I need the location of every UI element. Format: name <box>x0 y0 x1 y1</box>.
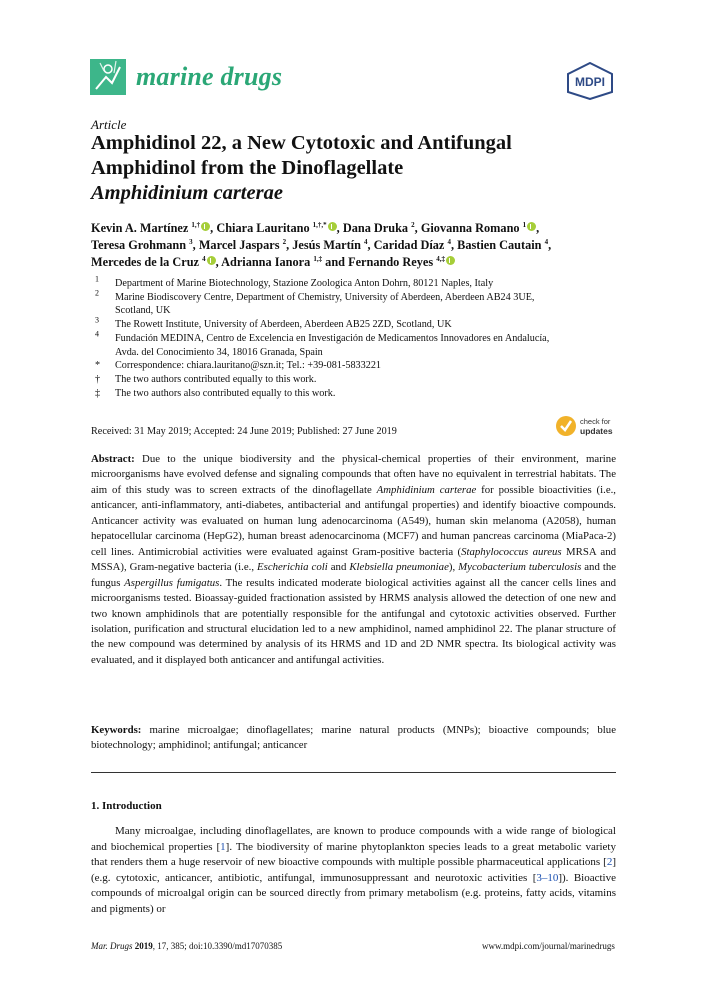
author[interactable]: Kevin A. Martínez $^{1,\dagger}$ <box>91 221 210 235</box>
check-for-updates-button[interactable] <box>555 412 625 440</box>
mdpi-logo-text: MDPI <box>575 75 605 89</box>
author[interactable]: Teresa Grohmann $^3$ <box>91 237 193 252</box>
orcid-icon[interactable] <box>527 222 536 231</box>
title-line-1: Amphidinol 22, a New Cytotoxic and Antifungal <box>91 132 512 154</box>
author[interactable]: Mercedes de la Cruz $^4$ <box>91 255 216 269</box>
section-divider <box>91 772 616 773</box>
footnote: † The two authors contributed equally to this work. <box>95 373 317 385</box>
correspondence: * Correspondence: chiara.lauritano@szn.it; Tel.: +39-081-5833221 <box>95 360 382 372</box>
author[interactable]: Jesús Martín $^4$ <box>292 237 368 252</box>
check-updates-icon <box>556 416 576 436</box>
mdpi-logo-icon <box>566 62 614 100</box>
affiliation: $^4$ Fundación MEDINA, Centro de Excelencia en Investigación de Medicamentos Innovadores en Andalucía, <box>95 329 550 344</box>
author-list: Kevin A. Martínez $^{1,\dagger}$ , Chiara Lauritano $^{1,\dagger,*}$ , Dana Druka $^2$, Giovanna Romano $^1$ , Teresa Grohmann $^3$, Marcel Jaspars $^2$, Jesús Martín $^4$, Caridad Díaz $^4$, Bastien Cautain $^4$, Mercedes de la Cruz $^4$ , Adrianna Ianora $^{1,\ddagger}$ and Fernando Reyes $^{4,\ddagger}$ <box>91 220 552 269</box>
affiliation: $^1$ Department of Marine Biotechnology, Stazione Zoologica Anton Dohrn, 80121 Naples, Italy <box>95 274 494 289</box>
affiliation: Avda. del Conocimiento 34, 18016 Granada, Spain <box>115 346 323 358</box>
affiliation: $^3$ The Rowett Institute, University of Aberdeen, Aberdeen AB25 2ZD, Scotland, UK <box>95 315 452 331</box>
footer-citation: Mar. Drugs 2019, 17, 385; doi:10.3390/md17070385 <box>91 941 283 951</box>
section-heading: 1. Introduction <box>91 800 162 812</box>
journal-logo-icon <box>90 55 132 97</box>
affiliations <box>91 274 619 400</box>
author[interactable]: Marcel Jaspars $^2$ <box>198 237 287 252</box>
keywords: Keywords: marine microalgae; dinoflagellates; marine natural products (MNPs); bioactive compounds; blue biotechnology; amphidinol; antifungal; anticancer <box>91 724 616 752</box>
publication-dates: Received: 31 May 2019; Accepted: 24 June 2019; Published: 27 June 2019 <box>91 426 397 437</box>
orcid-icon[interactable] <box>201 222 210 231</box>
intro-paragraph: Many microalgae, including dinoflagellates, are known to produce compounds with a wide range of biological and biochemical properties [1]. The biodiversity of marine phytoplankton species leads to a great metabolic variety that renders them a huge reservoir of new bioactive compounds with multiple possible pharmaceutical applications [2] (e.g. cytotoxic, anticancer, antibiotic, antifungal, immunosuppressant and neurotoxic activities [3–10]). Bioactive compounds of microalgal origin can be sourced directly from primary metabolism (e.g. proteins, fatty acids, vitamins and pigments) or <box>91 825 616 915</box>
orcid-icon[interactable] <box>446 256 455 265</box>
citation-link[interactable]: 1 <box>220 840 226 853</box>
article-title <box>91 131 611 206</box>
svg-text:updates: updates <box>580 426 613 436</box>
footnote: ‡ The two authors also contributed equally to this work. <box>95 387 336 399</box>
mdpi-logo <box>566 62 614 100</box>
author[interactable]: Chiara Lauritano $^{1,\dagger,*}$ <box>216 221 336 235</box>
author[interactable]: Fernando Reyes $^{4,\ddagger}$ <box>348 255 455 269</box>
citation-link[interactable]: 2 <box>606 856 613 868</box>
title-line-2: Amphidinol from the Dinoflagellate <box>91 157 404 179</box>
orcid-icon[interactable] <box>207 256 216 265</box>
journal-name: marine drugs <box>136 62 283 91</box>
author[interactable]: Caridad Díaz $^4$ <box>373 237 451 252</box>
title-line-3: Amphidinium carterae <box>91 182 283 204</box>
author[interactable]: Bastien Cautain $^4$ <box>457 237 549 252</box>
citation-link[interactable]: 3–10 <box>536 871 559 884</box>
keywords-label: Keywords: <box>91 724 142 736</box>
author[interactable]: Giovanna Romano $^1$ <box>421 221 536 235</box>
abstract: Abstract: Due to the unique biodiversity and the physical-chemical properties of their environment, marine microorganisms have evolved defense and signaling compounds that often have no equivalent in terrestrial habitats. The aim of this study was to screen extracts of the dinoflagellate Amphidinium carterae for possible bioactivities (i.e., anticancer, anti-inflammatory, anti-diabetes, antibacterial and antifungal properties) and identify bioactive compounds. Anticancer activity was evaluated on human lung adenocarcinoma (A549), human skin melanoma (A2058), human hepatocellular carcinoma (HepG2), human breast adenocarcinoma (MCF7) and human pancreas carcinoma (MiaPaca-2) cell lines. Antimicrobial activities were evaluated against Gram-positive bacteria (Staphylococcus aureus MRSA and MSSA), Gram-negative bacteria (i.e., Escherichia coli and Klebsiella pneumoniae), Mycobacterium tuberculosis and the fungus Aspergillus fumigatus. The results indicated moderate biological activities against all the cancer cells lines and microorganisms tested. Bioassay-guided fractionation assisted by HRMS analysis allowed the detection of one new and two known amphidinols that are potentially responsible for the antifungal and cytotoxic activities observed. Further isolation, purification and structural elucidation led to a new amphidinol, named amphidinol 22. The planar structure of the new compound was determined by analysis of its HRMS and 1D and 2D NMR spectra. Its biological activity was evaluated, and it displayed both anticancer and antifungal activities. <box>91 453 617 666</box>
orcid-icon[interactable] <box>328 222 337 231</box>
affiliation: $^2$ Marine Biodiscovery Centre, Department of Chemistry, University of Aberdeen, Aberdeen AB24 3UE, <box>95 288 535 303</box>
author[interactable]: Adrianna Ianora $^{1,\ddagger}$ <box>221 254 323 269</box>
svg-text:check for: check for <box>580 417 611 426</box>
article-type: Article <box>91 117 127 132</box>
affiliation: Scotland, UK <box>115 305 171 317</box>
footer-url[interactable]: www.mdpi.com/journal/marinedrugs <box>482 941 615 951</box>
author[interactable]: Dana Druka $^2$ <box>342 220 415 235</box>
abstract-label: Abstract: <box>91 453 135 465</box>
